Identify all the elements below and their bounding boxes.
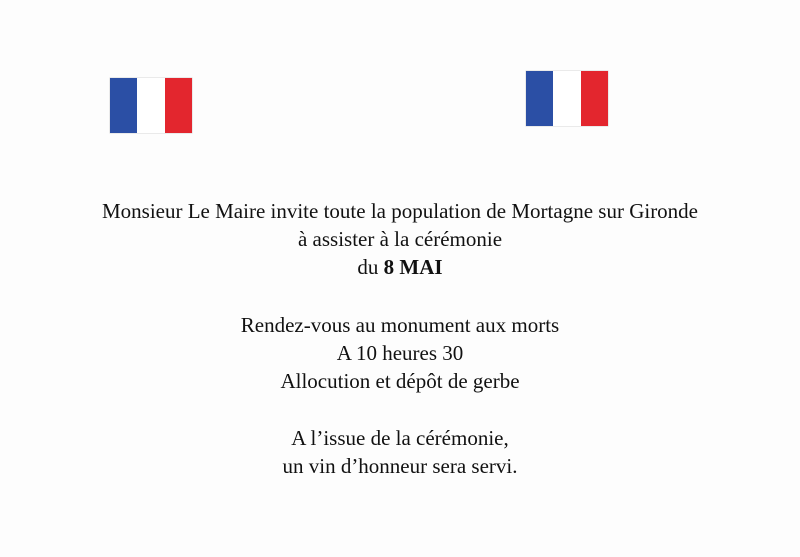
french-flag-left xyxy=(110,78,192,133)
flag-blue-band xyxy=(110,78,137,133)
flag-red-band xyxy=(165,78,192,133)
invitation-line-5: A 10 heures 30 xyxy=(336,341,464,365)
invitation-line-2: à assister à la cérémonie xyxy=(297,227,503,251)
invitation-date xyxy=(0,254,800,280)
invitation-line-7: A l’issue de la cérémonie, xyxy=(291,426,509,450)
invitation-line-6: Allocution et dépôt de gerbe xyxy=(280,369,520,393)
flag-blue-band xyxy=(526,71,553,126)
invitation-line-1: Monsieur Le Maire invite toute la population de Mortagne sur Gironde xyxy=(101,199,699,223)
date-prefix: du xyxy=(357,255,384,279)
invitation-line-8: un vin d’honneur sera servi. xyxy=(282,454,518,478)
flag-red-band xyxy=(581,71,608,126)
french-flag-right xyxy=(526,71,608,126)
invitation-line-4: Rendez-vous au monument aux morts xyxy=(240,313,560,337)
flag-white-band xyxy=(137,78,164,133)
date-bold: 8 MAI xyxy=(383,255,443,279)
flag-white-band xyxy=(553,71,580,126)
